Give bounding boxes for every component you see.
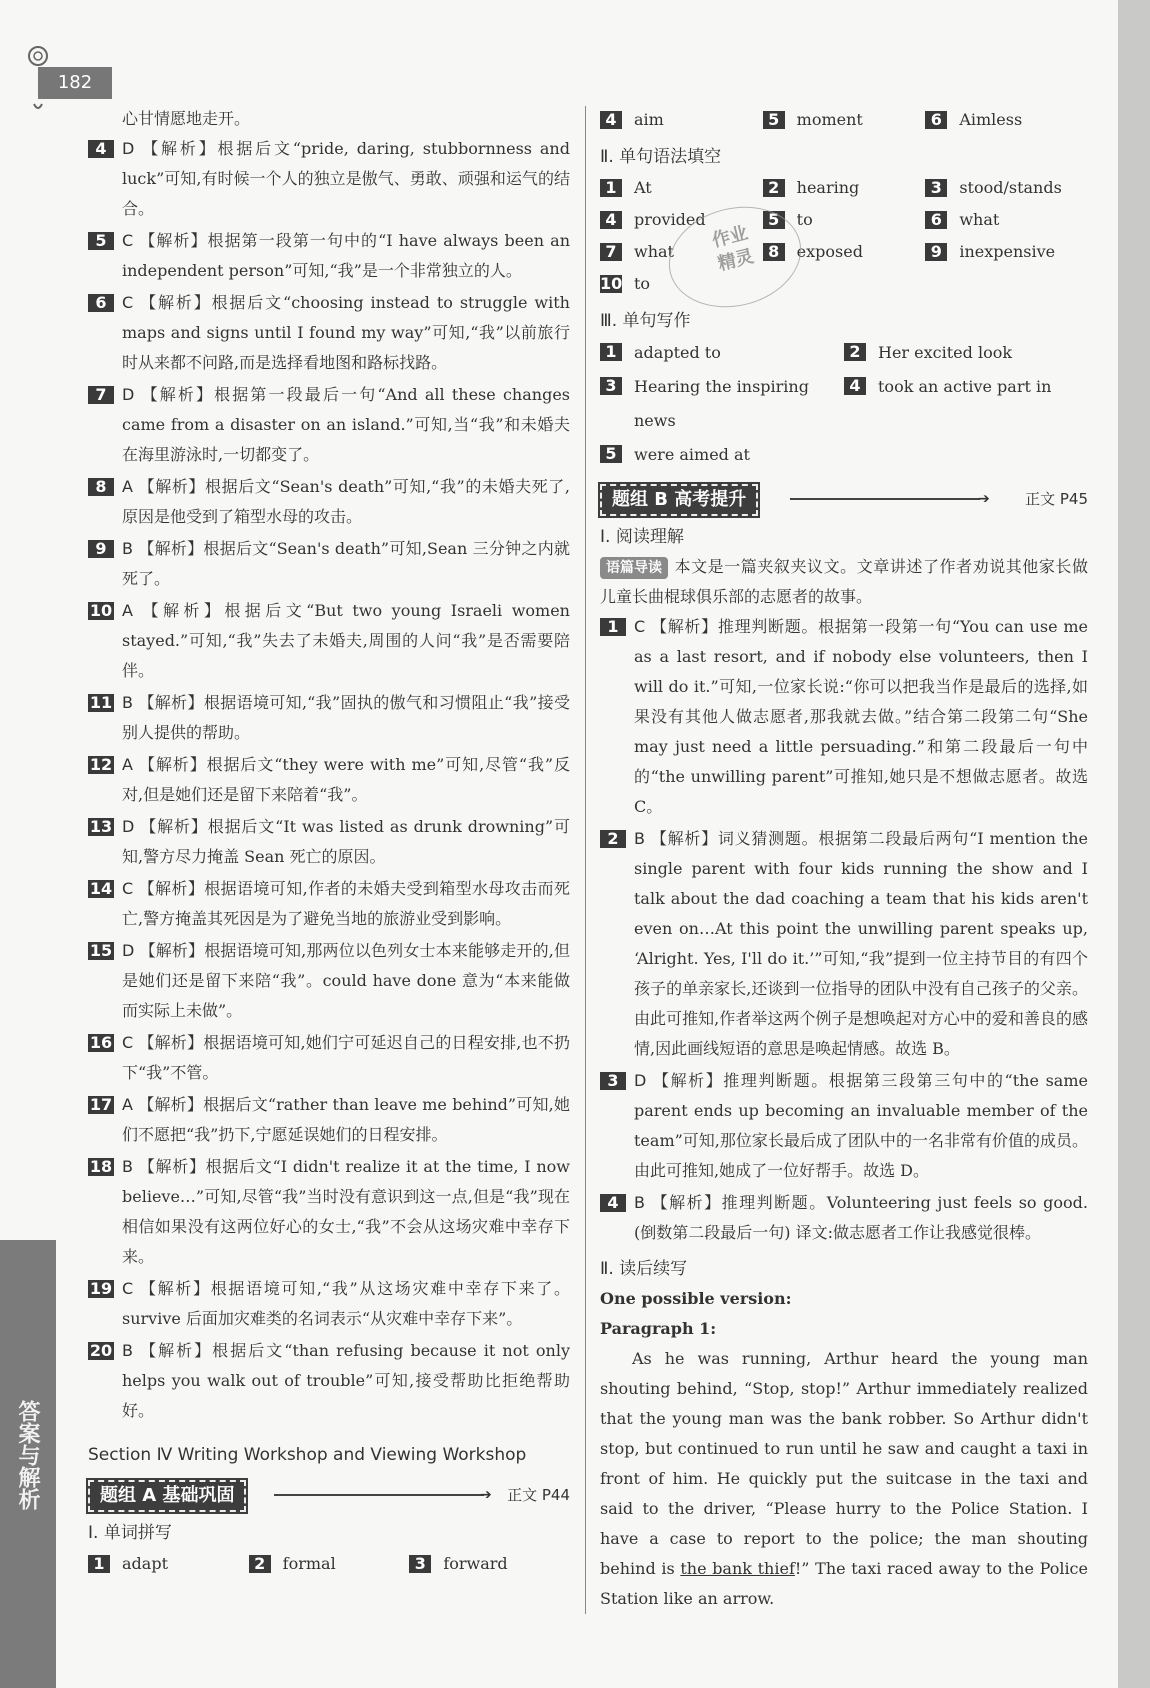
group-b-ref: 正文 P45 [1025,490,1088,508]
answer-explanation: 【解析】推理判断题。Volunteering just feels so good. (倒数第二段最后一句) 译文:做志愿者工作让我感觉很棒。 [634,1193,1088,1242]
answer-letter: D [122,817,135,836]
answer-number: 1 [600,179,622,197]
answer-item [600,824,1088,1064]
side-tab-label: 答案与解析 [15,1400,40,1510]
answer-letter: B [122,1341,133,1360]
answer-item [600,1188,1088,1248]
answer-number: 11 [89,693,113,712]
spelling-answers [88,1548,570,1580]
answer-text: aim [634,110,664,129]
short-answer [925,236,1088,268]
answer-text: Her excited look [878,343,1013,362]
answer-text: adapt [122,1554,168,1573]
grammar-title: Ⅱ. 单句语法填空 [600,147,722,167]
answer-number: 7 [88,386,114,404]
answer-number: 6 [925,211,947,229]
answer-number: 6 [88,294,114,312]
answer-number: 10 [89,601,113,620]
answer-text: took an active part in [878,377,1052,396]
answer-explanation: 【解析】推理判断题。根据第一段第一句“You can use me as a last resort, and if nobody else volunteers, then I will do it.”可知,一位家长说:“你可以把我当作是最后的选择,如果没有其他人做志愿者,那我就去做。”结合第二段第二句“She may just need a little persuading.”和第二段最后一句中的“the unwilling parent”可推知,她只是不想做志愿者。故选 C。 [634,617,1088,816]
short-answer [844,336,1088,370]
short-answer [409,1548,570,1580]
answer-number: 2 [763,179,785,197]
answer-text: were aimed at [634,445,750,464]
version-label: One possible version: [600,1289,792,1308]
answer-number: 4 [600,211,622,229]
answer-number: 2 [844,343,866,361]
answer-number: 3 [925,179,947,197]
answer-number: 18 [89,1157,113,1176]
short-answer [249,1548,410,1580]
short-answer [763,104,926,136]
essay-underlined-phrase: the bank thief [680,1559,795,1578]
answer-text: forward [443,1554,508,1573]
answer-number: 6 [925,111,947,129]
answer-item [88,596,570,686]
section-heading: Section Ⅳ Writing Workshop and Viewing Workshop [88,1445,527,1465]
answer-item [88,1028,570,1088]
answer-letter: C [122,1033,134,1052]
answer-number: 1 [600,618,626,636]
answer-text: what [634,242,674,261]
answer-explanation: 【解析】根据后文“Sean's death”可知,“我”的未婚夫死了,原因是他受到了箱型水母的攻击。 [122,477,570,526]
answer-item [88,812,570,872]
answer-number: 5 [600,445,622,463]
answer-number: 16 [89,1033,113,1052]
answer-number: 4 [600,1194,626,1212]
answer-letter: D [122,385,135,404]
writing-answers [600,336,1088,472]
answer-explanation: 【解析】根据后文“Sean's death”可知,Sean 三分钟之内就死了。 [122,539,570,588]
page-number: 182 [38,67,112,99]
answer-number: 9 [925,243,947,261]
answer-number: 7 [600,243,622,261]
answer-item [88,1090,570,1150]
answer-text: inexpensive [959,242,1056,261]
group-a-bar [88,1478,570,1512]
answer-item [88,1336,570,1426]
answer-letter: B [122,693,133,712]
answer-text: hearing [796,178,860,197]
short-answer [600,336,844,370]
answer-letter: A [122,1095,133,1114]
group-a-line [274,1494,484,1496]
guide-text: 本文是一篇夹叙夹议文。文章讲述了作者劝说其他家长做儿童长曲棍球俱乐部的志愿者的故事。 [600,557,1088,606]
answer-number: 4 [844,377,866,395]
answer-explanation: 【解析】根据后文“rather than leave me behind”可知,她们不愿把“我”扔下,宁愿延误她们的日程安排。 [122,1095,570,1144]
short-answer [844,370,1088,438]
short-answer [600,172,763,204]
answer-explanation: 【解析】根据第一段第一句中的“I have always been an independent person”可知,“我”是一个非常独立的人。 [122,231,570,280]
essay-text-after: !” The taxi raced away to the Police Station like an arrow. [600,1559,1088,1608]
short-answer [925,204,1088,236]
answer-number: 2 [249,1555,271,1573]
answer-number: 12 [89,755,113,774]
answer-explanation: 【解析】根据后文“It was listed as drunk drowning”可知,警方尽力掩盖 Sean 死亡的原因。 [122,817,570,866]
answer-number: 1 [600,343,622,361]
answer-number: 1 [88,1555,110,1573]
answer-explanation: 【解析】根据后文“than refusing because it not only helps you walk out of trouble”可知,接受帮助比拒绝帮助好。 [122,1341,570,1420]
answer-letter: B [122,1157,133,1176]
answer-letter: A [122,477,133,496]
answer-item [88,226,570,286]
answer-letter: A [122,601,133,620]
answer-item [88,874,570,934]
paragraph-label: Paragraph 1: [600,1319,717,1338]
essay-paragraph [600,1344,1088,1614]
left-column [88,104,570,1580]
answer-number: 3 [600,377,622,395]
right-column [600,104,1088,1614]
answer-text: Hearing the inspiring news [634,377,809,430]
answer-item [88,288,570,378]
group-b-line [790,498,980,500]
stamp-line1: 作业 [710,222,751,252]
answer-explanation: 【解析】根据语境可知,“我”固执的傲气和习惯阻止“我”接受别人提供的帮助。 [122,693,570,742]
answer-explanation: 【解析】根据语境可知,她们宁可延迟自己的日程安排,也不扔下“我”不管。 [122,1033,570,1082]
spelling-answers-cont [600,104,1088,136]
answer-list-left [88,134,570,1426]
answer-number: 9 [88,540,114,558]
answer-number: 17 [89,1095,113,1114]
answer-number: 3 [409,1555,431,1573]
answer-number: 20 [89,1341,113,1360]
answer-item [600,612,1088,822]
answer-explanation: 【解析】推理判断题。根据第三段第三句中的“the same parent ends up becoming an invaluable member of the team”可知,那位家长最后成了团队中的一名非常有价值的成员。由此可推知,她成了一位好帮手。故选 D。 [634,1071,1088,1180]
answer-letter: C [122,1279,134,1298]
reading-guide [600,552,1088,612]
arrow-right-icon: ➔ [480,1487,492,1503]
answer-explanation: 【解析】根据后文“they were with me”可知,尽管“我”反对,但是她们还是留下来陪着“我”。 [122,755,570,804]
short-answer [88,1548,249,1580]
reading-answers [600,612,1088,1248]
short-answer [600,104,763,136]
answer-letter: A [122,755,133,774]
answer-number: 13 [89,817,113,836]
answer-text: moment [796,110,863,129]
answer-item [88,1274,570,1334]
answer-item [88,534,570,594]
answer-text: provided [634,210,706,229]
answer-text: Aimless [959,110,1023,129]
intro-line: 心甘情愿地走开。 [122,109,251,128]
short-answer [600,370,844,438]
answer-explanation: 【解析】根据语境可知,作者的未婚夫受到箱型水母攻击而死亡,警方掩盖其死因是为了避免当地的旅游业受到影响。 [122,879,570,928]
answer-number: 2 [600,830,626,848]
answer-number: 19 [89,1279,113,1298]
answer-text: formal [282,1554,336,1573]
answer-letter: B [634,829,645,848]
essay-text-before: As he was running, Arthur heard the young man shouting behind, “Stop, stop!” Arthur immediately realized that the young man was the bank robber. So Arthur didn't stop, but continued to run until he saw and caught a taxi in front of him. He quickly put the suitcase in the taxi and said to the driver, “Please hurry to the Police Station. I have a case to report to the police; the man shouting behind is [600,1349,1088,1578]
answer-letter: C [122,879,134,898]
answer-number: 5 [88,232,114,250]
answer-letter: D [634,1071,647,1090]
answer-letter: C [634,617,646,636]
group-a-ref: 正文 P44 [507,1486,570,1504]
answer-number: 10 [600,274,623,293]
writing-title: Ⅲ. 单句写作 [600,311,691,331]
answer-text: to [634,274,651,293]
answer-item [600,1066,1088,1186]
answer-explanation: 【解析】根据后文“pride, daring, stubbornness and luck”可知,有时候一个人的独立是傲气、勇敢、顽强和运气的结合。 [122,139,570,218]
answer-item [88,472,570,532]
answer-number: 8 [763,243,785,261]
answer-explanation: 【解析】根据后文“choosing instead to struggle with maps and signs until I found my way”可知,“我”以前旅行时从来都不问路,而是选择看地图和路标找路。 [122,293,570,372]
short-answer [925,172,1088,204]
answer-letter: D [122,941,135,960]
answer-explanation: 【解析】根据第一段最后一句“And all these changes came from a disaster on an island.”可知,当“我”和未婚夫在海里游泳时,一切都变了。 [122,385,570,464]
continuation-title: Ⅱ. 读后续写 [600,1259,688,1279]
page-edge [1118,0,1150,1688]
answer-letter: B [122,539,133,558]
guide-tag: 语篇导读 [600,557,668,579]
answer-number: 4 [600,111,622,129]
answer-explanation: 【解析】根据语境可知,“我”从这场灾难中幸存下来了。survive 后面加灾难类的名词表示“从灾难中幸存下来”。 [122,1279,570,1328]
answer-text: to [796,210,813,229]
answer-item [88,936,570,1026]
answer-explanation: 【解析】词义猜测题。根据第二段最后两句“I mention the single parent with four kids running the show and I talk about the dad coaching a team that his kids aren't even on…At this point the unwilling parent speaks up, ‘Alright. Yes, I'll do it.’”可知,“我”提到一位主持节目的有四个孩子的单亲家长,还谈到一位指导的团队中没有自己孩子的父亲。由此可推知,作者举这两个例子是想唤起对方心中的爱和善良的感情,因此画线短语的意思是唤起情感。故选 B。 [634,829,1088,1058]
group-b-bar [600,482,1088,516]
answer-explanation: 【解析】根据后文“But two young Israeli women stayed.”可知,“我”失去了未婚夫,周围的人问“我”是否需要陪伴。 [122,601,570,680]
column-divider [585,106,586,1614]
answer-number: 4 [88,140,114,158]
answer-item [88,380,570,470]
reading-title: Ⅰ. 阅读理解 [600,527,684,547]
answer-text: adapted to [634,343,721,362]
answer-text: At [634,178,652,197]
stamp-line2: 精灵 [715,245,756,275]
answer-letter: C [122,231,134,250]
answer-explanation: 【解析】根据语境可知,那两位以色列女士本来能够走开的,但是她们还是留下来陪“我”。could have done 意为“本来能做而实际上未做”。 [122,941,570,1020]
answer-number: 8 [88,478,114,496]
answer-number: 3 [600,1072,626,1090]
answer-number: 15 [89,941,113,960]
spelling-title: Ⅰ. 单词拼写 [88,1523,172,1543]
group-b-badge: 题组 B 高考提升 [600,484,758,516]
answer-letter: D [122,139,135,158]
short-answer [763,172,926,204]
answer-text: stood/stands [959,178,1062,197]
answer-text: what [959,210,1000,229]
answer-letter: B [634,1193,645,1212]
group-a-badge: 题组 A 基础巩固 [88,1480,246,1512]
answer-item [88,1152,570,1272]
answer-text: exposed [796,242,863,261]
answer-number: 14 [89,879,113,898]
answer-explanation: 【解析】根据后文“I didn't realize it at the time, I now believe…”可知,尽管“我”当时没有意识到这一点,但是“我”现在相信如果没有这两位好心的女士,“我”不会从这场灾难中幸存下来。 [122,1157,570,1266]
answer-item [88,688,570,748]
answer-number: 5 [763,211,785,229]
arrow-right-icon: ➔ [978,491,990,507]
answer-number: 5 [763,111,785,129]
short-answer [600,438,844,472]
answer-letter: C [122,293,134,312]
answer-item [88,134,570,224]
answer-item [88,750,570,810]
short-answer [925,104,1088,136]
